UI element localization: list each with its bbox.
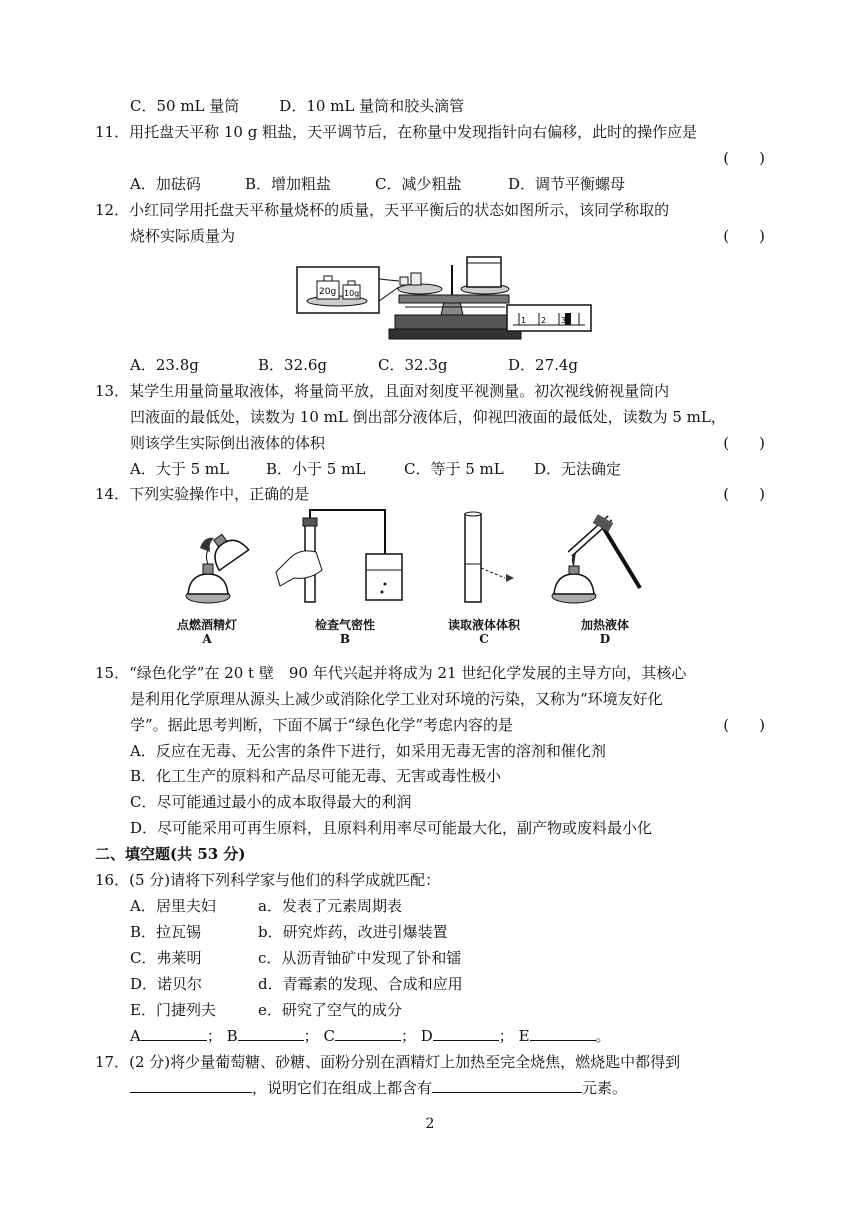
answer-label-a: A <box>130 1027 141 1045</box>
q13-stem-line1: 13．某学生用量筒量取液体，将量筒平放，且面对刻度平视测量。初次视线俯视量筒内 <box>95 382 670 400</box>
q16-row-1 <box>130 896 402 916</box>
letter-c: C <box>479 632 489 646</box>
q16-answer-line <box>130 1026 611 1046</box>
answer-blank-c[interactable] <box>335 1026 401 1041</box>
q12-answer-paren: ( ) <box>723 227 765 245</box>
balance-figure <box>295 255 595 345</box>
scale-tick-1: 1 <box>521 316 527 325</box>
q15-option-a: A．反应在无毒、无公害的条件下进行，如采用无毒无害的溶剂和催化剂 <box>130 742 606 760</box>
q15-option-d: D．尽可能采用可再生原料，且原料利用率尽可能最大化，副产物或废料最小化 <box>130 819 653 837</box>
q16-row-3 <box>130 948 461 968</box>
answer-label-c: C <box>323 1027 335 1045</box>
q11-answer-paren: ( ) <box>723 149 765 167</box>
q13-option-a: A．大于 5 mL <box>130 460 230 478</box>
q15-stem-line2: 是利用化学原理从源头上减少或消除化学工业对环境的污染，又称为“环境友好化 <box>130 690 663 708</box>
q17-blank-1[interactable] <box>130 1078 252 1093</box>
letter-d: D <box>599 632 611 646</box>
q13-option-c: C．等于 5 mL <box>404 460 504 478</box>
letter-b: B <box>339 632 351 646</box>
separator: ； <box>303 1027 319 1045</box>
figure-a-lighting-lamp <box>186 527 249 603</box>
q17-stem: 17．(2 分)将少量葡萄糖、砂糖、面粉分别在酒精灯上加热至完全烧焦，燃烧匙中都得到 <box>95 1053 681 1071</box>
scientist-b: B．拉瓦锡 <box>130 923 202 941</box>
q11-option-a: A．加砝码 <box>130 175 201 193</box>
q11-option-d: D．调节平衡螺母 <box>508 175 626 193</box>
q15-answer-paren: ( ) <box>723 716 765 734</box>
answer-blank-d[interactable] <box>433 1026 499 1041</box>
q16-row-5 <box>130 1000 402 1020</box>
q12-stem-line1: 12．小红同学用托盘天平称量烧杯的质量，天平平衡后的状态如图所示，该同学称取的 <box>95 201 670 219</box>
q11-option-c: C．减少粗盐 <box>375 175 462 193</box>
q13-option-d: D．无法确定 <box>534 460 622 478</box>
achievement-b: b．研究炸药，改进引爆装置 <box>258 923 448 941</box>
scientist-a: A．居里夫妇 <box>130 897 216 915</box>
q11-stem: 11．用托盘天平称 10 g 粗盐，天平调节后，在称量中发现指针向右偏移，此时的操作应是 <box>95 123 698 141</box>
q12-stem-line2: 烧杯实际质量为 <box>130 227 236 245</box>
q15-stem-line1: 15．“绿色化学”在 20 t 壁 90 年代兴起并将成为 21 世纪化学发展的主导方向，其核心 <box>95 664 687 682</box>
figure-d-heating-liquid <box>552 514 640 603</box>
q16-row-4 <box>130 974 463 994</box>
q12-option-b: B．32.6g <box>258 356 328 374</box>
q15-stem-line3: 学”。据此思考判断，下面不属于“绿色化学”考虑内容的是 <box>130 716 514 734</box>
scale-tick-3: 3 <box>561 316 567 325</box>
q16-stem: 16．(5 分)请将下列科学家与他们的科学成就匹配： <box>95 871 441 889</box>
scientist-c: C．弗莱明 <box>130 949 202 967</box>
caption-c: 读取液体体积 <box>447 618 520 632</box>
q11-option-b: B．增加粗盐 <box>245 175 332 193</box>
weight-10g-label: 10g <box>344 289 360 298</box>
q10-option-d: D．10 mL 量筒和胶头滴管 <box>279 97 465 115</box>
q10-option-c: C．50 mL 量筒 <box>130 97 240 115</box>
scientist-e: E．门捷列夫 <box>130 1001 216 1019</box>
q15-option-c: C．尽可能通过最小的成本取得最大的利润 <box>130 793 412 811</box>
achievement-d: d．青霉素的发现、合成和应用 <box>258 975 463 993</box>
separator: ； <box>206 1027 222 1045</box>
achievement-e: e．研究了空气的成分 <box>258 1001 402 1019</box>
q17-answer-line <box>130 1078 627 1098</box>
answer-label-d: D <box>420 1027 433 1045</box>
q12-option-c: C．32.3g <box>378 356 448 374</box>
separator: ； <box>498 1027 514 1045</box>
q17-end-text: 元素。 <box>582 1079 628 1097</box>
separator: ； <box>400 1027 416 1045</box>
scale-tick-2: 2 <box>541 316 547 325</box>
q15-option-b: B．化工生产的原料和产品尽可能无毒、无害或毒性极小 <box>130 767 502 785</box>
q12-options <box>130 355 578 375</box>
answer-label-b: B <box>226 1027 238 1045</box>
lab-operations-figure <box>170 508 650 616</box>
q17-mid-text: ，说明它们在组成上都含有 <box>252 1079 433 1097</box>
weight-20g-label: 20g <box>319 287 337 297</box>
letter-a: A <box>202 632 212 646</box>
q12-option-a: A．23.8g <box>130 356 199 374</box>
q10-options <box>130 96 464 116</box>
answer-blank-e[interactable] <box>530 1026 596 1041</box>
caption-b: 检查气密性 <box>314 618 375 632</box>
q13-option-b: B．小于 5 mL <box>266 460 366 478</box>
q13-stem-line3: 则该学生实际倒出液体的体积 <box>130 434 326 452</box>
answer-label-e: E <box>518 1027 530 1045</box>
q17-blank-2[interactable] <box>432 1078 582 1093</box>
q13-options <box>130 459 621 479</box>
q11-options <box>130 174 625 194</box>
caption-a: 点燃酒精灯 <box>176 618 237 632</box>
q13-answer-paren: ( ) <box>723 434 765 452</box>
q14-answer-paren: ( ) <box>723 485 765 503</box>
answer-blank-a[interactable] <box>141 1026 207 1041</box>
achievement-c: c．从沥青铀矿中发现了钋和镭 <box>258 949 462 967</box>
scientist-d: D．诺贝尔 <box>130 975 203 993</box>
caption-d: 加热液体 <box>580 618 629 632</box>
figure-c-reading-volume <box>465 512 514 602</box>
q13-stem-line2: 凹液面的最低处，读数为 10 mL 倒出部分液体后，仰视凹液面的最低处，读数为 5 mL， <box>130 408 726 426</box>
achievement-a: a．发表了元素周期表 <box>258 897 402 915</box>
q12-option-d: D．27.4g <box>508 356 579 374</box>
page-number: 2 <box>425 1116 435 1132</box>
q14-stem: 14．下列实验操作中，正确的是 <box>95 485 310 503</box>
period: 。 <box>595 1027 611 1045</box>
section-2-heading: 二、填空题(共 53 分) <box>95 845 246 863</box>
answer-blank-b[interactable] <box>238 1026 304 1041</box>
figure-b-air-tightness <box>276 510 402 602</box>
q16-row-2 <box>130 922 448 942</box>
